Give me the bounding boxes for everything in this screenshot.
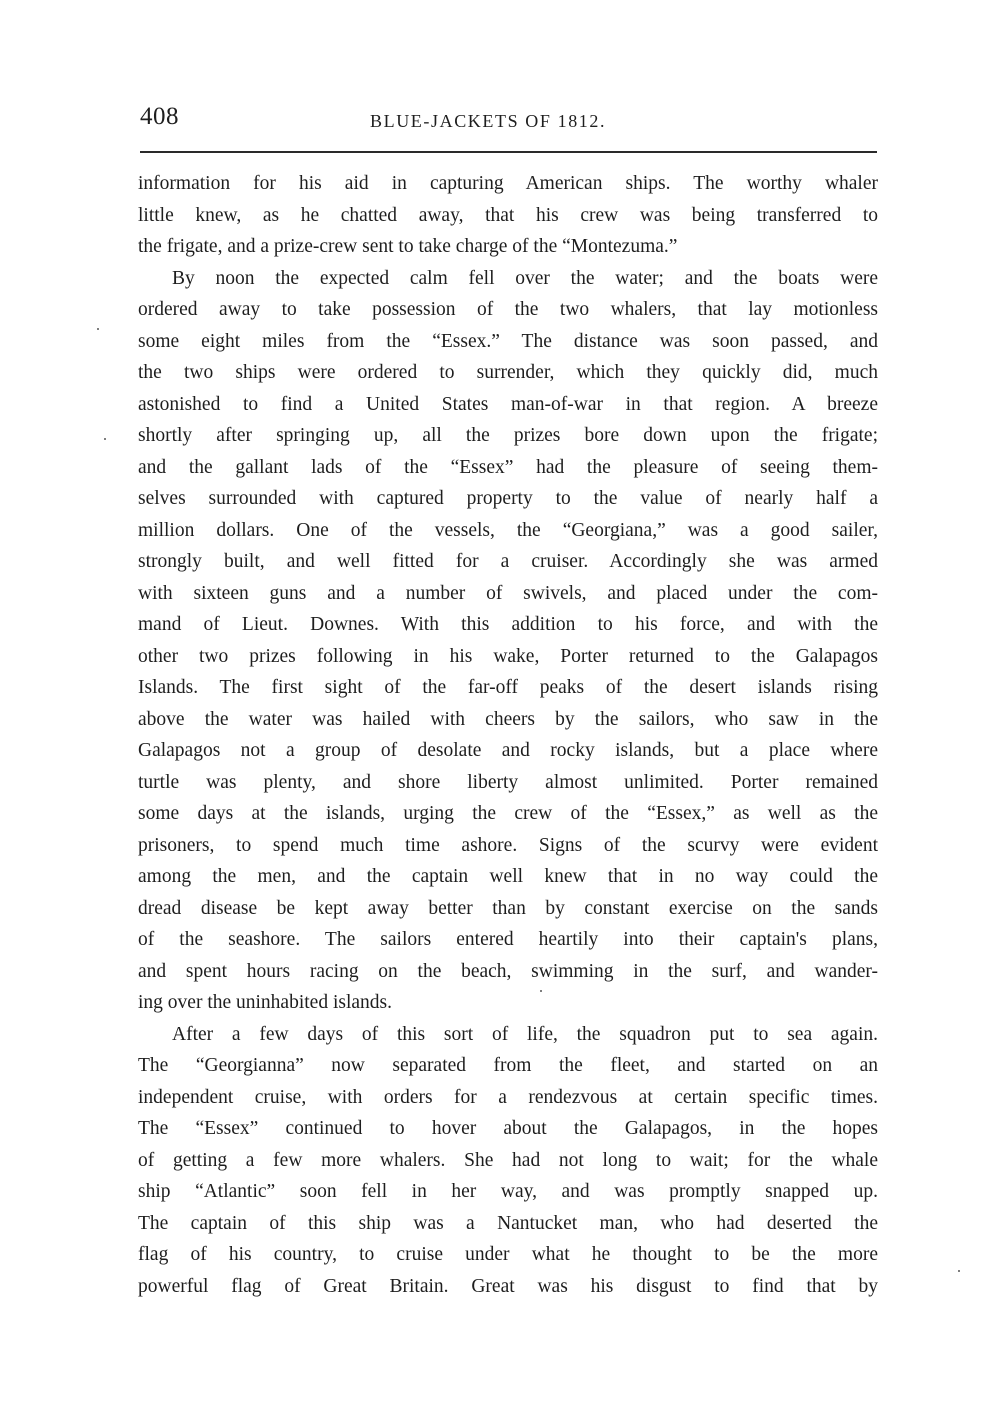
text-line: strongly built, and well fitted for a cruiser. Accordingly she was armed [138, 551, 878, 572]
text-line: turtle was plenty, and shore liberty almost unlimited. Porter remained [138, 771, 878, 793]
text-line: ordered away to take possession of the two whalers, that lay motionless [138, 299, 878, 320]
text-line: some eight miles from the “Essex.” The distance was soon passed, and [138, 330, 878, 352]
text-line: shortly after springing up, all the prizes bore down upon the frigate; [138, 425, 878, 446]
text-line: with sixteen guns and a number of swivels, and placed under the com- [138, 582, 878, 604]
text-line: selves surrounded with captured property to the value of nearly half a [138, 488, 878, 509]
paragraph-start-line: By noon the expected calm fell over the water; and the boats were [172, 267, 878, 289]
text-line: ship “Atlantic” soon fell in her way, and was promptly snapped up. [138, 1181, 878, 1202]
text-line: mand of Lieut. Downes. With this addition to his force, and with the [138, 614, 878, 635]
text-line: The “Essex” continued to hover about the Galapagos, in the hopes [138, 1118, 878, 1139]
text-line: prisoners, to spend much time ashore. Signs of the scurvy were evident [138, 834, 878, 856]
text-line: information for his aid in capturing American ships. The worthy whaler [138, 173, 878, 194]
text-line: dread disease be kept away better than by constant exercise on the sands [138, 897, 878, 919]
text-line: independent cruise, with orders for a rendezvous at certain specific times. [138, 1086, 878, 1108]
text-line: above the water was hailed with cheers by the sailors, who saw in the [138, 708, 878, 730]
text-line: astonished to find a United States man-of-war in that region. A breeze [138, 393, 878, 415]
text-line: among the men, and the captain well knew that in no way could the [138, 866, 878, 887]
text-line: The “Georgianna” now separated from the fleet, and started on an [138, 1055, 878, 1076]
text-line: little knew, as he chatted away, that his crew was being transferred to [138, 204, 878, 226]
running-title: BLUE-JACKETS OF 1812. [370, 111, 607, 131]
body-text [138, 168, 878, 1302]
text-line: The captain of this ship was a Nantucket man, who had deserted the [138, 1212, 878, 1234]
paper-speck [104, 438, 106, 440]
text-line: and spent hours racing on the beach, swimming in the surf, and wander- [138, 960, 878, 982]
header-rule [140, 151, 877, 153]
text-line: million dollars. One of the vessels, the “Georgiana,” was a good sailer, [138, 519, 878, 541]
page-number: 408 [140, 103, 179, 130]
text-line: the two ships were ordered to surrender, which they quickly did, much [138, 362, 878, 383]
text-line: other two prizes following in his wake, Porter returned to the Galapagos [138, 645, 878, 667]
text-line: of the seashore. The sailors entered heartily into their captain's plans, [138, 929, 878, 950]
text-line: Islands. The first sight of the far-off peaks of the desert islands rising [138, 677, 878, 698]
text-line: some days at the islands, urging the crew of the “Essex,” as well as the [138, 803, 878, 824]
text-line: Galapagos not a group of desolate and rocky islands, but a place where [138, 740, 878, 761]
paragraph-start-line: After a few days of this sort of life, the squadron put to sea again. [172, 1023, 878, 1045]
text-line: and the gallant lads of the “Essex” had the pleasure of seeing them- [138, 456, 878, 478]
paper-speck [958, 1270, 960, 1272]
paper-speck [540, 990, 542, 992]
text-line: the frigate, and a prize-crew sent to take charge of the “Montezuma.” [138, 236, 678, 257]
text-line: of getting a few more whalers. She had not long to wait; for the whale [138, 1149, 878, 1171]
paper-speck [97, 328, 99, 330]
text-line: flag of his country, to cruise under what he thought to be the more [138, 1244, 878, 1265]
text-line: powerful flag of Great Britain. Great was his disgust to find that by [138, 1275, 878, 1297]
text-line: ing over the uninhabited islands. [138, 992, 392, 1013]
